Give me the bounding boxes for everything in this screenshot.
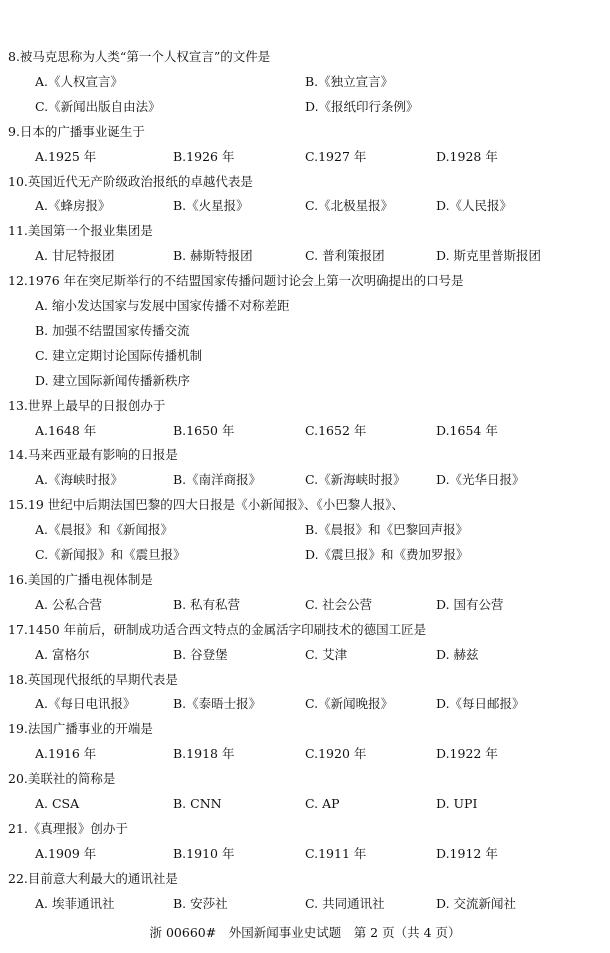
option-row — [0, 544, 610, 566]
question-stem-row — [0, 669, 610, 691]
question-stem-row — [0, 395, 610, 417]
option: C. 共同通讯社 — [305, 895, 385, 911]
option: A.1925 年 — [35, 148, 97, 164]
option: B. 加强不结盟国家传播交流 — [35, 322, 190, 338]
option-row — [0, 469, 610, 491]
option: C.1652 年 — [305, 422, 367, 438]
option-row — [0, 295, 610, 317]
question-stem: 21.《真理报》创办于 — [8, 820, 128, 836]
option: D.1654 年 — [436, 422, 498, 438]
option: A.《人权宣言》 — [35, 73, 124, 89]
question-stem: 15.19 世纪中后期法国巴黎的四大日报是《小新闻报》、《小巴黎人报》、 — [8, 497, 405, 513]
option: D.《报纸印行条例》 — [305, 98, 419, 114]
option: B.1650 年 — [173, 422, 235, 438]
option: B. 谷登堡 — [173, 646, 228, 662]
question-stem-row — [0, 569, 610, 591]
option-row — [0, 370, 610, 392]
option: C. 建立定期讨论国际传播机制 — [35, 347, 203, 363]
option: D.1912 年 — [436, 845, 498, 861]
question-stem: 11.美国第一个报业集团是 — [8, 223, 153, 239]
option: C.《北极星报》 — [305, 198, 394, 214]
option: A.1916 年 — [35, 746, 97, 762]
option: A.《晨报》和《新闻报》 — [35, 522, 174, 538]
option: A.1909 年 — [35, 845, 97, 861]
question-stem: 17.1450 年前后，研制成功适合西文特点的金属活字印刷技术的德国工匠是 — [8, 621, 427, 637]
option: D.《震旦报》和《费加罗报》 — [305, 547, 469, 562]
question-stem: 13.世界上最早的日报创办于 — [8, 397, 166, 413]
option: B.《泰晤士报》 — [173, 696, 262, 712]
question-stem: 22.目前意大利最大的通讯社是 — [8, 870, 178, 886]
option: C. 普利策报团 — [305, 248, 385, 264]
option: B.《晨报》和《巴黎回声报》 — [305, 522, 469, 538]
option-row — [0, 644, 610, 666]
option-row — [0, 743, 610, 765]
question-stem-row — [0, 868, 610, 890]
option: C.1927 年 — [305, 148, 367, 164]
option-row — [0, 793, 610, 815]
question-stem-row — [0, 718, 610, 740]
option: B. 安莎社 — [173, 895, 228, 911]
option: C.《新海峡时报》 — [305, 472, 406, 488]
option-row — [0, 96, 610, 118]
option: C.1920 年 — [305, 746, 367, 762]
option: B.《南洋商报》 — [173, 472, 262, 488]
question-stem: 12.1976 年在突尼斯举行的不结盟国家传播问题讨论会上第一次明确提出的口号是 — [8, 273, 464, 289]
question-stem: 10.英国近代无产阶级政治报纸的卓越代表是 — [8, 173, 253, 189]
option: A.《每日电讯报》 — [35, 696, 136, 712]
question-stem: 8.被马克思称为人类“第一个人权宣言”的文件是 — [8, 49, 271, 64]
option: A.1648 年 — [35, 422, 97, 438]
option: A. 公私合营 — [35, 596, 102, 612]
option: B.1910 年 — [173, 845, 235, 861]
question-stem: 16.美国的广播电视体制是 — [8, 571, 153, 587]
option: C.《新闻报》和《震旦报》 — [35, 547, 186, 562]
question-stem-row — [0, 619, 610, 641]
option: C.《新闻晚报》 — [305, 696, 394, 712]
option: A. 甘尼特报团 — [35, 248, 115, 264]
question-stem-row — [0, 494, 610, 516]
option: D. 交流新闻社 — [436, 895, 517, 911]
option: C.《新闻出版自由法》 — [35, 98, 161, 114]
option-row — [0, 71, 610, 93]
question-stem: 9.日本的广播事业诞生于 — [8, 123, 145, 139]
option-row — [0, 245, 610, 267]
page-footer: 浙 00660# 外国新闻事业史试题 第 2 页（共 4 页） — [149, 925, 461, 940]
question-stem: 14.马来西亚最有影响的日报是 — [8, 447, 178, 463]
option: A. 埃菲通讯社 — [35, 895, 115, 911]
option: D.《人民报》 — [436, 198, 513, 214]
option-row — [0, 594, 610, 616]
option: C. 艾津 — [305, 646, 348, 662]
question-stem-row — [0, 768, 610, 790]
option: B.《火星报》 — [173, 198, 249, 214]
option: D. 建立国际新闻传播新秩序 — [35, 372, 191, 388]
question-stem-row — [0, 818, 610, 840]
option: D.《每日邮报》 — [436, 696, 525, 712]
option-row — [0, 843, 610, 865]
option: D.1922 年 — [436, 746, 498, 762]
option-row — [0, 693, 610, 715]
question-stem-row — [0, 171, 610, 193]
option: D. 斯克里普斯报团 — [436, 248, 542, 264]
option: D. 国有公营 — [436, 596, 504, 612]
question-stem-row — [0, 46, 610, 68]
option-row — [0, 420, 610, 442]
option-row — [0, 146, 610, 168]
option: C. AP — [305, 796, 340, 811]
question-stem: 18.英国现代报纸的早期代表是 — [8, 671, 178, 687]
option-row — [0, 519, 610, 541]
option-row — [0, 320, 610, 342]
option: D. 赫兹 — [436, 646, 479, 662]
option: B. 私有私营 — [173, 596, 241, 612]
option: A. 富格尔 — [35, 646, 90, 662]
option: B.1926 年 — [173, 148, 235, 164]
option: B.1918 年 — [173, 746, 235, 762]
question-stem: 19.法国广播事业的开端是 — [8, 721, 153, 737]
option: C.1911 年 — [305, 845, 367, 861]
option: B. CNN — [173, 796, 222, 811]
option: D.《光华日报》 — [436, 472, 525, 488]
option: C. 社会公营 — [305, 596, 373, 612]
option: A.《海峡时报》 — [35, 472, 124, 488]
option: B.《独立宣言》 — [305, 73, 394, 89]
option: D. UPI — [436, 796, 478, 811]
option: A.《蜂房报》 — [35, 198, 111, 214]
option-row — [0, 893, 610, 915]
option: A. 缩小发达国家与发展中国家传播不对称差距 — [35, 298, 290, 313]
option: A. CSA — [35, 796, 80, 811]
option: D.1928 年 — [436, 148, 498, 164]
option-row — [0, 195, 610, 217]
question-stem-row — [0, 444, 610, 466]
question-stem-row — [0, 121, 610, 143]
question-stem-row — [0, 270, 610, 292]
option-row — [0, 345, 610, 367]
question-stem-row — [0, 220, 610, 242]
question-stem: 20.美联社的简称是 — [8, 771, 116, 787]
option: B. 赫斯特报团 — [173, 248, 253, 264]
